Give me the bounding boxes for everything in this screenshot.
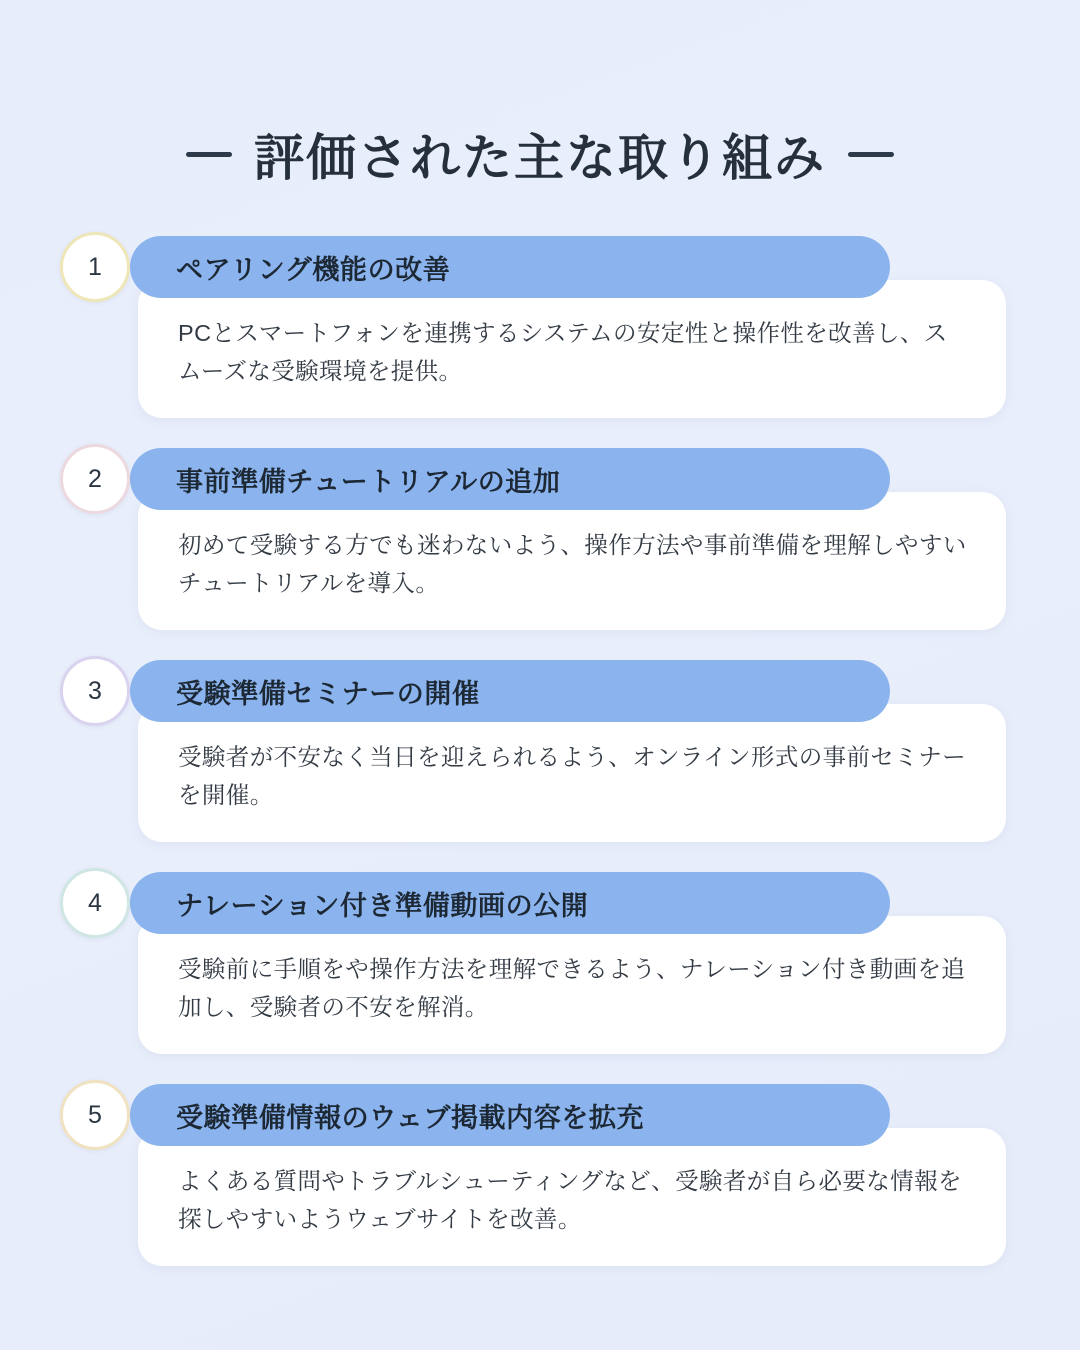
list-item xyxy=(0,1084,1080,1296)
list-item xyxy=(0,660,1080,872)
item-description: 初めて受験する方でも迷わないよう、操作方法や事前準備を理解しやすいチュートリアルを導入。 xyxy=(178,532,967,597)
item-number-badge xyxy=(60,232,130,302)
item-body-card xyxy=(138,492,1006,630)
title-dash-left-icon xyxy=(186,152,232,157)
item-heading-text: ペアリング機能の改善 xyxy=(176,254,451,285)
page-title xyxy=(0,118,1080,190)
item-number-text: 5 xyxy=(88,1100,102,1129)
initiative-list xyxy=(0,236,1080,1296)
item-body-card xyxy=(138,1128,1006,1266)
item-description: 受験者が不安なく当日を迎えられるよう、オンライン形式の事前セミナーを開催。 xyxy=(178,744,966,809)
page-title-text: 評価された主な取り組み xyxy=(254,130,826,186)
title-dash-right-icon xyxy=(848,152,894,157)
list-item xyxy=(0,236,1080,448)
item-heading-text: 受験準備情報のウェブ掲載内容を拡充 xyxy=(176,1102,645,1133)
item-heading-text: ナレーション付き準備動画の公開 xyxy=(176,890,589,921)
item-heading-bar xyxy=(130,1084,890,1146)
item-body-card xyxy=(138,916,1006,1054)
item-heading-text: 受験準備セミナーの開催 xyxy=(176,678,480,709)
item-number-text: 4 xyxy=(88,888,102,917)
list-item xyxy=(0,872,1080,1084)
list-item xyxy=(0,448,1080,660)
item-number-text: 3 xyxy=(88,676,102,705)
item-number-badge xyxy=(60,656,130,726)
item-heading-bar xyxy=(130,872,890,934)
item-heading-text: 事前準備チュートリアルの追加 xyxy=(176,466,561,497)
item-number-text: 1 xyxy=(88,252,102,281)
item-number-text: 2 xyxy=(88,464,102,493)
item-number-badge xyxy=(60,444,130,514)
item-body-card xyxy=(138,704,1006,842)
item-description: PCとスマートフォンを連携するシステムの安定性と操作性を改善し、スムーズな受験環境を提供。 xyxy=(178,320,948,385)
item-heading-bar xyxy=(130,660,890,722)
item-heading-bar xyxy=(130,236,890,298)
item-heading-bar xyxy=(130,448,890,510)
item-description: 受験前に手順をや操作方法を理解できるよう、ナレーション付き動画を追加し、受験者の不安を解消。 xyxy=(178,956,966,1021)
item-description: よくある質問やトラブルシューティングなど、受験者が自ら必要な情報を探しやすいようウェブサイトを改善。 xyxy=(178,1168,962,1233)
item-number-badge xyxy=(60,1080,130,1150)
item-body-card xyxy=(138,280,1006,418)
item-number-badge xyxy=(60,868,130,938)
